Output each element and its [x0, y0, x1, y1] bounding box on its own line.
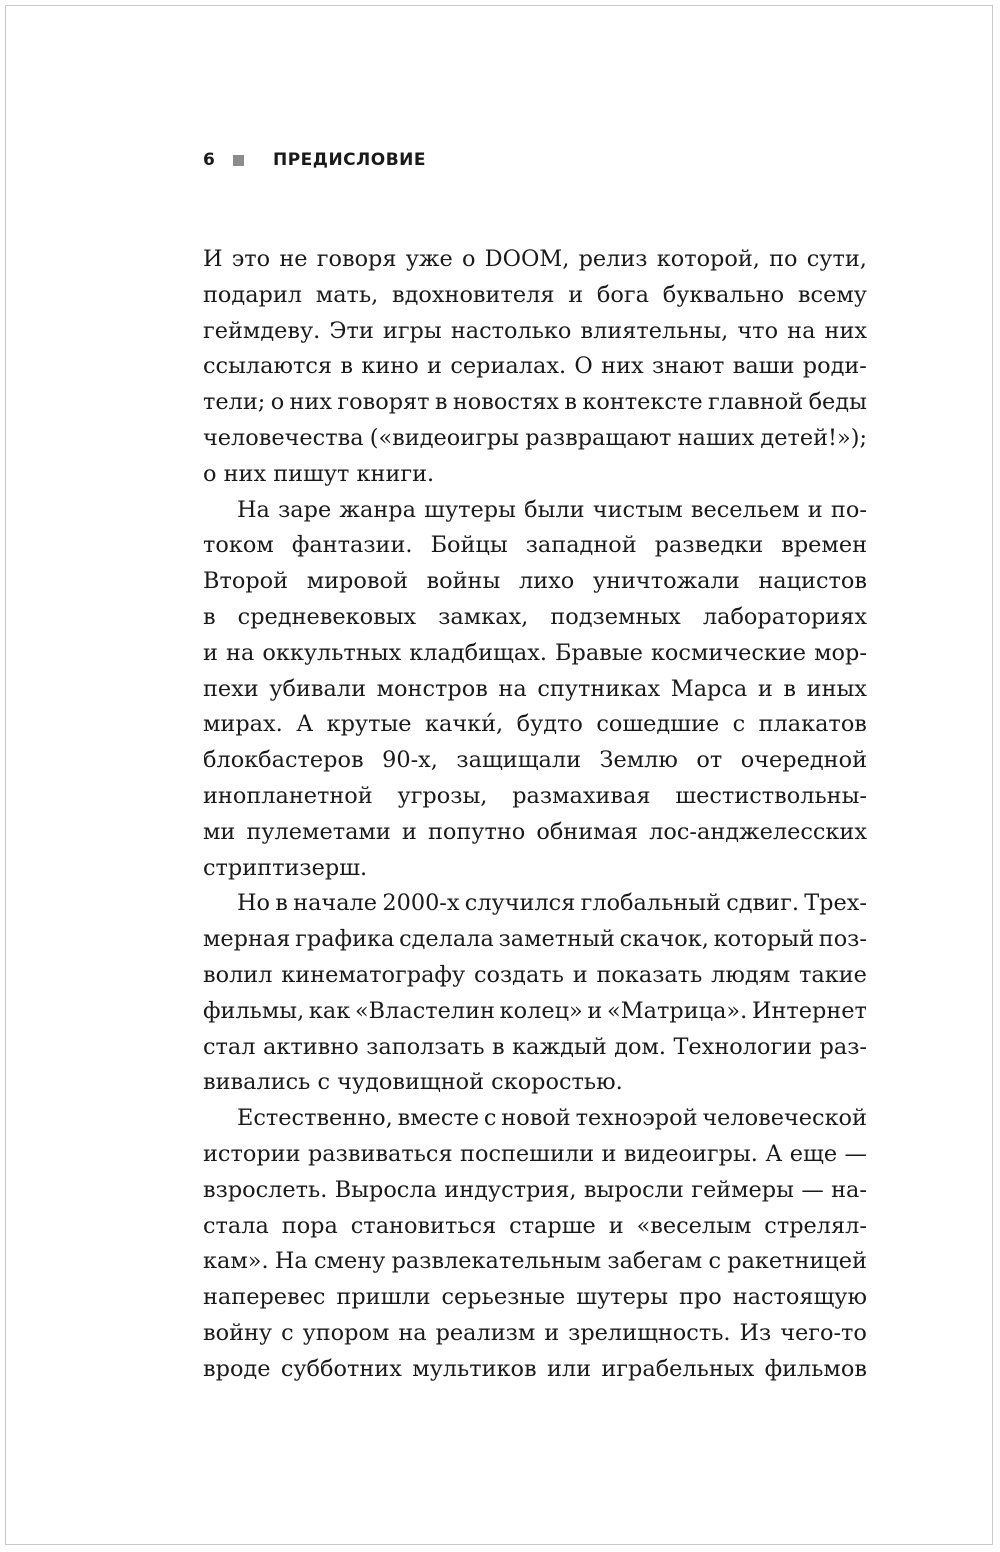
text-line: волил кинематографу создать и показать людям такие — [203, 961, 867, 988]
text-line: и на оккультных кладбищах. Бравые космические мор- — [203, 639, 867, 666]
text-line: током фантазии. Бойцы западной разведки времен — [203, 532, 867, 559]
text-line: ми пулеметами и попутно обнимая лос-анджелесских — [203, 818, 867, 845]
text-line: кам». На смену развлекательным забегам с ракетницей — [203, 1248, 867, 1275]
text-line: стала пора становиться старше и «веселым стрелял- — [203, 1212, 867, 1239]
text-line: Естественно, вместе с новой техноэрой человеческой — [237, 1105, 867, 1132]
text-line: блокбастеров 90-х, защищали Землю от очередной — [203, 747, 867, 774]
header-square-ornament — [233, 155, 244, 166]
text-line: На заре жанра шутеры были чистым весельем и по- — [237, 496, 867, 523]
body-text — [203, 242, 867, 1388]
text-line: Второй мировой войны лихо уничтожали нацистов — [203, 568, 867, 595]
text-line: стал активно заползать в каждый дом. Технологии раз- — [203, 1033, 867, 1060]
text-line: ссылаются в кино и сериалах. О них знают ваши роди- — [203, 353, 867, 380]
text-line: человечества («видеоигры развращают наших детей!»); — [203, 424, 867, 451]
text-line: стриптизерш. — [203, 854, 368, 881]
text-line: вроде субботних мультиков или играбельных фильмов — [203, 1355, 867, 1382]
text-line: взрослеть. Выросла индустрия, выросли геймеры — на- — [203, 1176, 867, 1203]
text-line: Но в начале 2000-х случился глобальный сдвиг. Трех- — [237, 890, 867, 917]
text-line: о них пишут книги. — [203, 460, 435, 487]
text-line: наперевес пришли серьезные шутеры про настоящую — [203, 1284, 867, 1311]
text-line: пехи убивали монстров на спутниках Марса и в иных — [203, 675, 867, 702]
text-line: геймдеву. Эти игры настолько влиятельны, что на них — [203, 317, 867, 344]
text-line: инопланетной угрозы, размахивая шестиствольны- — [203, 782, 867, 809]
text-line: И это не говоря уже о DOOM, релиз которой, по сути, — [203, 246, 867, 272]
text-line: подарил мать, вдохновителя и бога буквально всему — [203, 281, 867, 308]
text-line: тели; о них говорят в новостях в контексте главной беды — [203, 389, 867, 416]
text-line: в средневековых замках, подземных лабораториях — [203, 603, 867, 630]
text-line: фильмы, как «Властелин колец» и «Матрица». Интернет — [203, 997, 867, 1024]
text-line: мерная графика сделала заметный скачок, который поз- — [203, 926, 867, 953]
running-head — [203, 150, 426, 170]
text-line: истории развиваться поспешили и видеоигры. А еще — — [203, 1140, 867, 1167]
text-line: вивались с чудовищной скоростью. — [203, 1069, 623, 1096]
book-page — [5, 5, 993, 1545]
text-line: мирах. А крутые качки́, будто сошедшие с плакатов — [203, 711, 867, 738]
text-line: войну с упором на реализм и зрелищность. Из чего-то — [203, 1319, 867, 1346]
page-number: 6 — [203, 150, 216, 170]
chapter-title: ПРЕДИСЛОВИЕ — [273, 150, 427, 170]
